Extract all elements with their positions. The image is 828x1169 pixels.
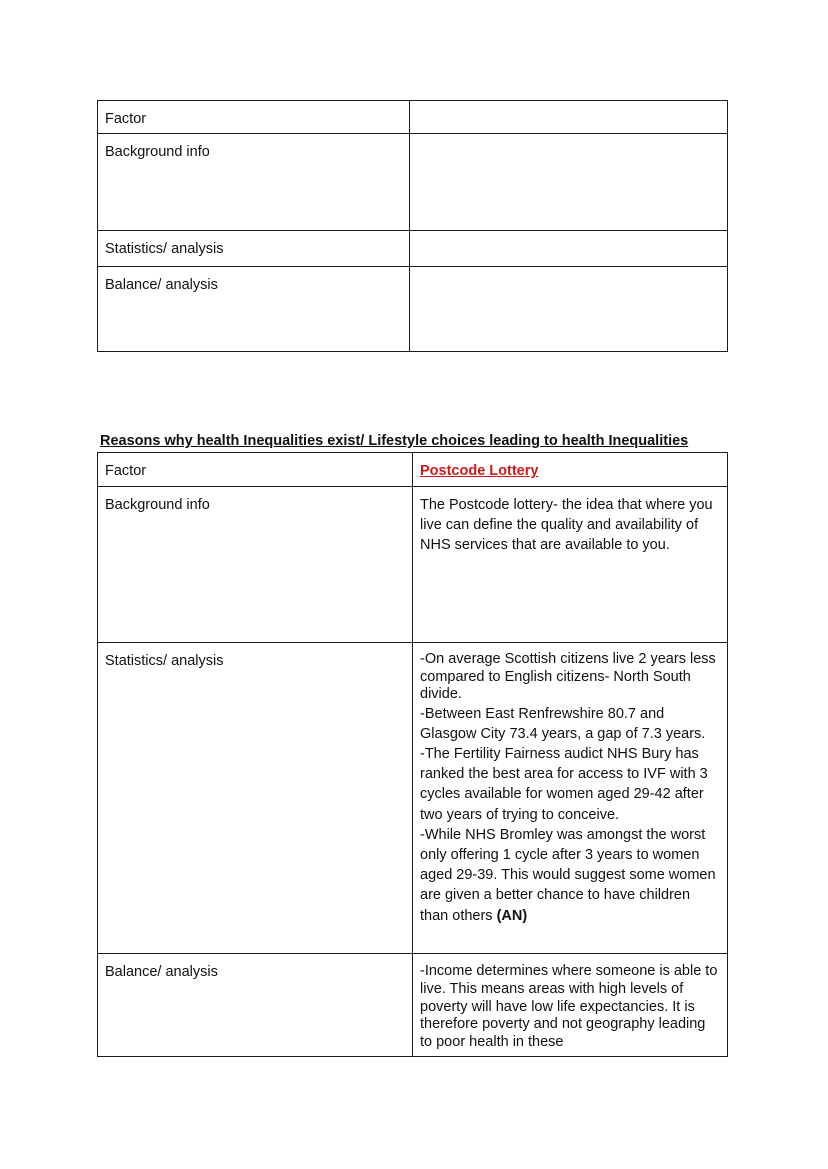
background-label-cell [98,487,413,643]
analysis-tag: (AN) [496,907,528,924]
row-label: Balance/ analysis [105,277,218,293]
row-value [410,267,727,275]
factor-title: Postcode Lottery [420,463,539,479]
table-row [98,453,728,487]
statistics-paragraph-last [420,825,720,926]
row-value-cell [410,231,728,267]
section-heading: Reasons why health Inequalities exist/ Lifestyle choices leading to health Inequalities [100,433,689,449]
statistics-paragraph: -Between East Renfrewshire 80.7 and Glasgow City 73.4 years, a gap of 7.3 years. [420,705,706,742]
factor-label: Factor [105,463,147,479]
statistics-paragraph: -On average Scottish citizens live 2 years less compared to English citizens- North South divide. [420,651,716,702]
row-value-cell [410,101,728,134]
factor-label-cell [98,453,413,487]
row-value [410,134,727,142]
row-label-cell [98,231,410,267]
statistics-value-cell [413,643,728,954]
row-value [410,231,727,239]
row-value [410,101,727,109]
balance-label-cell [98,954,413,1057]
balance-text: -Income determines where someone is able to live. This means areas with high levels of poverty will have low life expectancies. It is therefore poverty and not geography leading to poor health in these [420,963,718,1051]
background-value-cell [413,487,728,643]
row-value-cell [410,134,728,231]
balance-value-cell [413,954,728,1057]
statistics-label-cell [98,643,413,954]
balance-label: Balance/ analysis [105,964,218,980]
background-label: Background info [105,497,210,513]
row-label-cell [98,134,410,231]
row-label: Statistics/ analysis [105,241,224,257]
background-text: The Postcode lottery- the idea that where you live can define the quality and availability of NHS services that are available to you. [420,497,713,553]
empty-factor-table [97,100,728,352]
table-row [98,134,728,231]
table-row [98,643,728,954]
table-row [98,101,728,134]
statistics-paragraph: -While NHS Bromley was amongst the worst only offering 1 cycle after 3 years to women aged 29-39. This would suggest some women are given a better chance to have children than others [420,826,716,924]
row-label-cell [98,101,410,134]
row-label-cell [98,267,410,352]
table-row [98,487,728,643]
table-row [98,267,728,352]
factor-value-cell [413,453,728,487]
row-label: Factor [105,111,147,127]
row-value-cell [410,267,728,352]
table-row [98,954,728,1057]
row-label: Background info [105,144,210,160]
postcode-lottery-table [97,452,728,1057]
statistics-paragraph: -The Fertility Fairness audict NHS Bury has ranked the best area for access to IVF with 3 cycles available for women aged 29-42 after two years of trying to conceive. [420,745,708,823]
statistics-label: Statistics/ analysis [105,653,224,669]
table-row [98,231,728,267]
